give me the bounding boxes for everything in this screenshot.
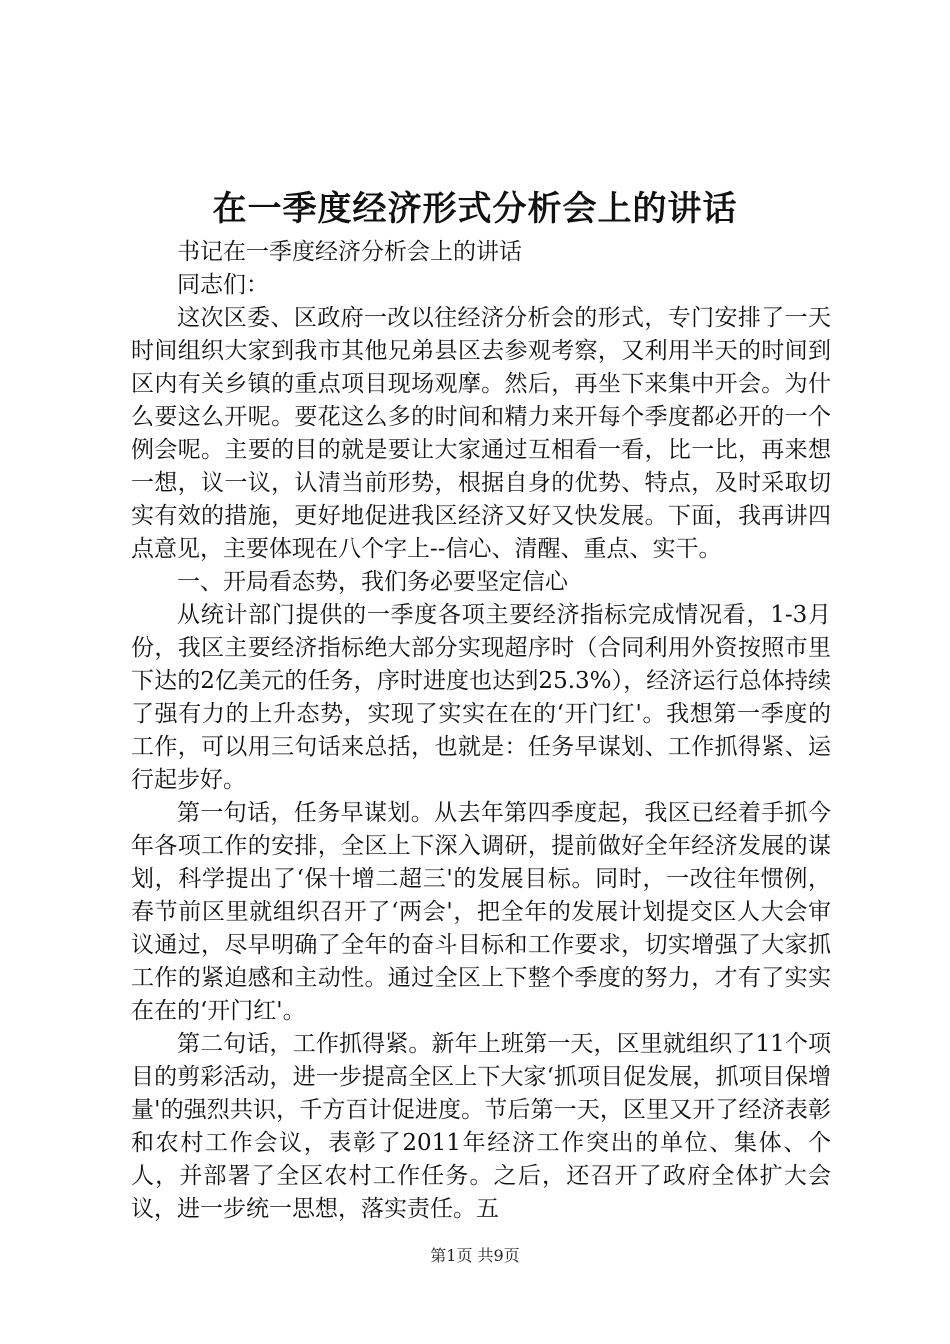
body-paragraph: 从统计部门提供的一季度各项主要经济指标完成情况看，1-3月份，我区主要经济指标绝大部分实现超序时（合同利用外资按照市里下达的2亿美元的任务，序时进度也达到25.3%），经济运行总体持续了强有力的上升态势，实现了实实在在的‘开门红'。我想第一季度的工作，可以用三句话来总括，也就是：任务早谋划、工作抓得紧、运行起步好。 — [131, 602, 831, 793]
salutation-paragraph: 同志们： — [177, 272, 269, 298]
page-title: 在一季度经济形式分析会上的讲话 — [212, 189, 738, 229]
intro-paragraph: 这次区委、区政府一改以往经济分析会的形式，专门安排了一天时间组织大家到我市其他兄弟县区去参观考察，又利用半天的时间到区内有关乡镇的重点项目现场观摩。然后，再坐下来集中开会。为什么要这么开呢。要花这么多的时间和精力来开每个季度都必开的一个例会呢。主要的目的就是要让大家通过互相看一看，比一比，再来想一想，议一议，认清当前形势，根据自身的优势、特点，及时采取切实有效的措施，更好地促进我区经济又好又快发展。下面，我再讲四点意见，主要体现在八个字上--信心、清醒、重点、实干。 — [131, 305, 831, 562]
document-body — [131, 236, 831, 1226]
page-number-footer: 第1页 共9页 — [430, 1246, 520, 1265]
subtitle-paragraph: 书记在一季度经济分析会上的讲话 — [177, 239, 522, 265]
body-paragraph: 第二句话，工作抓得紧。新年上班第一天，区里就组织了11个项目的剪彩活动，进一步提高全区上下大家‘抓项目促发展，抓项目保增量'的强烈共识，千方百计促进度。节后第一天，区里又开了经济表彰和农村工作会议，表彰了2011年经济工作突出的单位、集体、个人，并部署了全区农村工作任务。之后，还召开了政府全体扩大会议，进一步统一思想，落实责任。五 — [131, 1031, 831, 1222]
section-heading: 一、开局看态势，我们务必要坚定信心 — [177, 569, 568, 595]
body-paragraph: 第一句话，任务早谋划。从去年第四季度起，我区已经着手抓今年各项工作的安排，全区上下深入调研，提前做好全年经济发展的谋划，科学提出了‘保十增二超三'的发展目标。同时，一改往年惯例，春节前区里就组织召开了‘两会'，把全年的发展计划提交区人大会审议通过，尽早明确了全年的奋斗目标和工作要求，切实增强了大家抓工作的紧迫感和主动性。通过全区上下整个季度的努力，才有了实实在在的‘开门红'。 — [131, 800, 831, 1024]
